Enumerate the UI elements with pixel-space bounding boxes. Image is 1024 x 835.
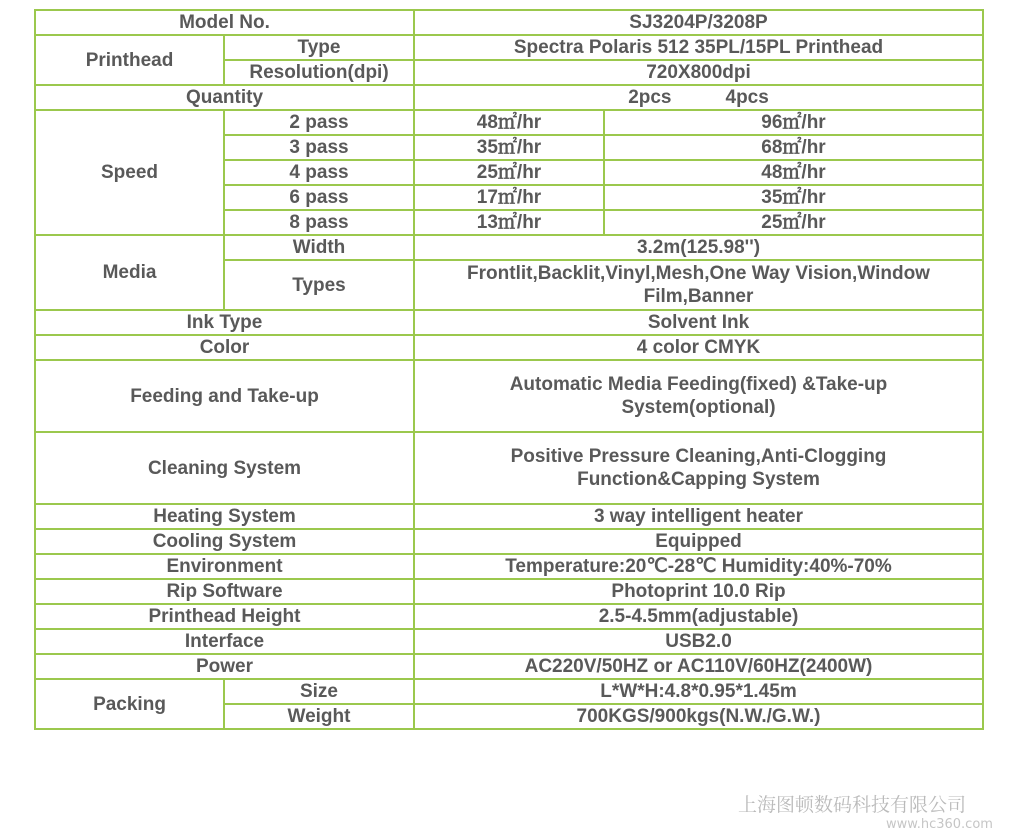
row-packing-size [35,679,983,704]
cooling-label: Cooling System [35,529,414,554]
printhead-label: Printhead [35,35,224,85]
power-value: AC220V/50HZ or AC110V/60HZ(2400W) [414,654,983,679]
color-value: 4 color CMYK [414,335,983,360]
speed-pass: 8 pass [224,210,414,235]
row-cleaning [35,432,983,504]
speed-2pcs-value: 17㎡/hr [414,185,604,210]
interface-label: Interface [35,629,414,654]
printhead-type-label: Type [224,35,414,60]
packing-size-label: Size [224,679,414,704]
rip-label: Rip Software [35,579,414,604]
row-heating [35,504,983,529]
media-width-value: 3.2m(125.98'') [414,235,983,260]
row-media-width [35,235,983,260]
speed-4pcs-value: 25㎡/hr [604,210,983,235]
model-value: SJ3204P/3208P [414,10,983,35]
rip-value: Photoprint 10.0 Rip [414,579,983,604]
speed-pass: 2 pass [224,110,414,135]
head-height-label: Printhead Height [35,604,414,629]
packing-size-value: L*W*H:4.8*0.95*1.45m [414,679,983,704]
watermark-url: www.hc360.com [886,817,993,832]
speed-pass: 3 pass [224,135,414,160]
media-types-label: Types [224,260,414,310]
cleaning-value: Positive Pressure Cleaning,Anti-Clogging Function&Capping System [414,432,983,504]
color-label: Color [35,335,414,360]
row-environment [35,554,983,579]
row-quantity [35,85,983,110]
spec-table [34,9,984,730]
row-power [35,654,983,679]
environment-value: Temperature:20℃-28℃ Humidity:40%-70% [414,554,983,579]
speed-4pcs-value: 96㎡/hr [604,110,983,135]
environment-label: Environment [35,554,414,579]
cleaning-label: Cleaning System [35,432,414,504]
heating-label: Heating System [35,504,414,529]
row-rip [35,579,983,604]
resolution-label: Resolution(dpi) [224,60,414,85]
feeding-value: Automatic Media Feeding(fixed) &Take-up System(optional) [414,360,983,432]
row-model [35,10,983,35]
row-head-height [35,604,983,629]
model-label: Model No. [35,10,414,35]
ink-type-value: Solvent Ink [414,310,983,335]
packing-label: Packing [35,679,224,729]
quantity-value [414,85,983,110]
speed-pass: 6 pass [224,185,414,210]
ink-type-label: Ink Type [35,310,414,335]
printhead-type-value: Spectra Polaris 512 35PL/15PL Printhead [414,35,983,60]
row-feeding [35,360,983,432]
media-label: Media [35,235,224,310]
speed-2pcs-value: 25㎡/hr [414,160,604,185]
speed-4pcs-value: 68㎡/hr [604,135,983,160]
row-interface [35,629,983,654]
heating-value: 3 way intelligent heater [414,504,983,529]
row-cooling [35,529,983,554]
speed-label: Speed [35,110,224,235]
speed-2pcs-value: 48㎡/hr [414,110,604,135]
media-width-label: Width [224,235,414,260]
packing-weight-value: 700KGS/900kgs(N.W./G.W.) [414,704,983,729]
watermark-company: 上海图顿数码科技有限公司 [738,794,967,816]
power-label: Power [35,654,414,679]
speed-2pcs-value: 35㎡/hr [414,135,604,160]
quantity-2pcs: 2pcs [628,87,672,108]
row-printhead-type [35,35,983,60]
row-speed-2pass [35,110,983,135]
quantity-label: Quantity [35,85,414,110]
speed-4pcs-value: 35㎡/hr [604,185,983,210]
speed-4pcs-value: 48㎡/hr [604,160,983,185]
feeding-label: Feeding and Take-up [35,360,414,432]
speed-2pcs-value: 13㎡/hr [414,210,604,235]
row-ink-type [35,310,983,335]
row-color [35,335,983,360]
interface-value: USB2.0 [414,629,983,654]
packing-weight-label: Weight [224,704,414,729]
quantity-4pcs: 4pcs [725,87,769,108]
speed-pass: 4 pass [224,160,414,185]
media-types-value: Frontlit,Backlit,Vinyl,Mesh,One Way Vision,Window Film,Banner [414,260,983,310]
cooling-value: Equipped [414,529,983,554]
resolution-value: 720X800dpi [414,60,983,85]
head-height-value: 2.5-4.5mm(adjustable) [414,604,983,629]
